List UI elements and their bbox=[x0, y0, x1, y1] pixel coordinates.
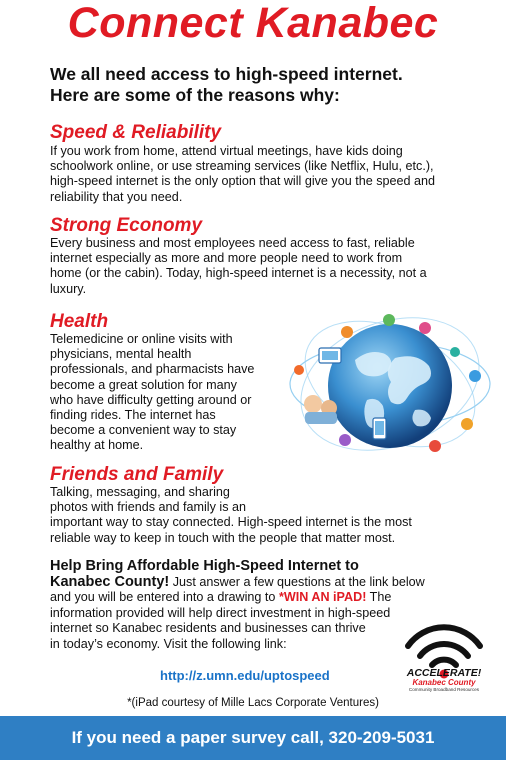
body-line: home (or the cabin). Today, high-speed internet is a necessity, not a bbox=[50, 266, 427, 281]
body-line: healthy at home. bbox=[50, 438, 144, 453]
section-heading-speed: Speed & Reliability bbox=[50, 122, 222, 143]
logo-subtitle: Kanabec County bbox=[412, 678, 476, 687]
section-heading-family: Friends and Family bbox=[50, 464, 224, 485]
body-line: schoolwork online, or use streaming services (like Netflix, Hulu, etc.), bbox=[50, 159, 434, 174]
cta-line-4: internet so Kanabec residents and businesses can thrive bbox=[50, 621, 366, 636]
section-heading-health: Health bbox=[50, 311, 109, 332]
body-line: Talking, messaging, and sharing bbox=[50, 485, 230, 499]
section-body-family bbox=[50, 485, 480, 546]
intro-line-1: We all need access to high-speed internet. bbox=[50, 64, 403, 84]
cta-prize: *WIN AN iPAD! bbox=[278, 590, 367, 605]
body-line: become a great solution for many bbox=[50, 377, 237, 392]
body-line: internet especially as more and more people need to work from bbox=[50, 251, 403, 266]
body-line: luxury. bbox=[50, 281, 87, 296]
cta-lead: Kanabec County! bbox=[50, 574, 170, 590]
cta-line-3: information provided will help direct investment in high-speed bbox=[50, 605, 391, 620]
body-line: become a convenient way to stay bbox=[50, 423, 237, 438]
body-line: physicians, mental health bbox=[50, 347, 192, 362]
body-line: If you work from home, attend virtual meetings, have kids doing bbox=[50, 144, 403, 158]
section-body-health bbox=[50, 332, 290, 454]
body-line: high-speed internet is the only option that will give you the speed and bbox=[50, 174, 436, 189]
body-line: reliability that you need. bbox=[50, 189, 183, 204]
cta-text: Just answer a few questions at the link below bbox=[169, 575, 425, 589]
logo-tagline: Community Broadband Resources bbox=[408, 687, 480, 692]
body-line: who have difficulty getting around or bbox=[50, 392, 252, 407]
globe-network-icon bbox=[285, 300, 495, 465]
body-line: reliable way to keep in touch with the people that matter most. bbox=[50, 530, 396, 545]
footer-banner: If you need a paper survey call, 320-209-5031 bbox=[0, 716, 506, 760]
section-body-economy bbox=[50, 236, 480, 297]
body-line: finding rides. The internet has bbox=[50, 408, 216, 423]
section-heading-economy: Strong Economy bbox=[50, 215, 203, 236]
body-line: Telemedicine or online visits with bbox=[50, 332, 233, 346]
page-title: Connect Kanabec bbox=[67, 0, 439, 47]
cta-line-2 bbox=[50, 590, 470, 605]
intro-text bbox=[50, 64, 470, 106]
logo-title: ACCELERATE! bbox=[406, 667, 482, 679]
cta-line-5: in today’s economy. Visit the following link: bbox=[50, 636, 287, 651]
cta-heading: Help Bring Affordable High-Speed Internet to bbox=[50, 558, 359, 574]
body-line: Every business and most employees need access to fast, reliable bbox=[50, 236, 415, 250]
body-line: important way to stay connected. High-speed internet is the most bbox=[50, 515, 412, 530]
body-line: photos with friends and family is an bbox=[50, 500, 247, 515]
survey-link[interactable]: http://z.umn.edu/uptospeed bbox=[160, 668, 330, 683]
intro-line-2: Here are some of the reasons why: bbox=[50, 85, 340, 105]
cta-line-1 bbox=[50, 575, 470, 590]
cta-text: The bbox=[366, 590, 392, 605]
body-line: professionals, and pharmacists have bbox=[50, 362, 255, 377]
section-body-speed bbox=[50, 144, 480, 205]
cta-text: and you will be entered into a drawing to bbox=[50, 590, 279, 605]
ipad-credit: *(iPad courtesy of Mille Lacs Corporate Ventures) bbox=[127, 697, 379, 709]
